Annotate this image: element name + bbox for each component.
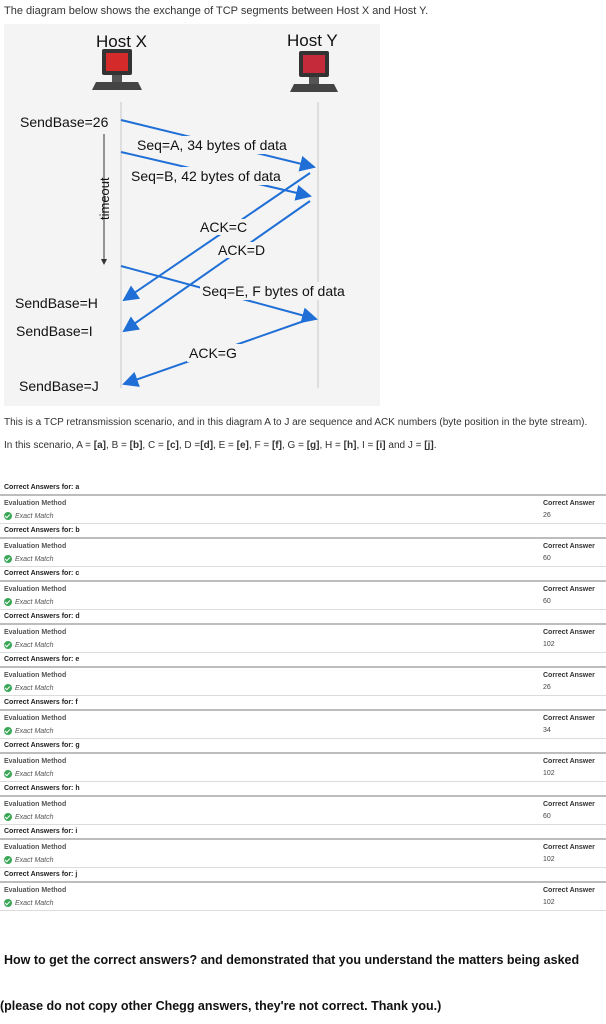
section-title: Correct Answers for: i — [4, 828, 78, 835]
host-y-label: Host Y — [287, 31, 338, 50]
ack-c-arrow — [124, 173, 310, 300]
check-icon — [4, 899, 12, 907]
answer-row-c — [0, 582, 606, 610]
exact-match — [4, 727, 54, 735]
host-x-computer-icon — [92, 49, 142, 90]
answer-row-a — [0, 496, 606, 524]
check-icon — [4, 727, 12, 735]
eval-method-label: Evaluation Method — [4, 887, 67, 894]
exact-match — [4, 641, 54, 649]
tcp-diagram — [4, 24, 380, 406]
answer-row-i — [0, 840, 606, 868]
correct-answer-value: 60 — [543, 555, 551, 562]
note-text: (please do not copy other Chegg answers, they're not correct. Thank you.) — [0, 999, 442, 1013]
method-text: Exact Match — [15, 813, 54, 821]
answer-row-g — [0, 754, 606, 782]
check-icon — [4, 641, 12, 649]
check-icon — [4, 770, 12, 778]
correct-answer-label: Correct Answer — [543, 844, 595, 851]
sendbase-j-label: SendBase=J — [19, 378, 99, 394]
exact-match — [4, 598, 54, 606]
exact-match — [4, 512, 54, 520]
section-header-g — [0, 739, 606, 754]
method-text: Exact Match — [15, 598, 54, 606]
section-header-i — [0, 825, 606, 840]
check-icon — [4, 856, 12, 864]
check-icon — [4, 555, 12, 563]
section-title: Correct Answers for: b — [4, 527, 80, 534]
exact-match — [4, 856, 54, 864]
correct-answer-value: 102 — [543, 770, 555, 777]
host-y-computer-icon — [290, 51, 338, 92]
seg-b-label: Seq=B, 42 bytes of data — [131, 168, 281, 184]
method-text: Exact Match — [15, 770, 54, 778]
ack-g-label: ACK=G — [189, 345, 237, 361]
correct-answer-label: Correct Answer — [543, 801, 595, 808]
method-text: Exact Match — [15, 684, 54, 692]
answer-row-j — [0, 883, 606, 911]
blank-j: [j] — [424, 440, 434, 451]
eval-method-label: Evaluation Method — [4, 801, 67, 808]
answer-row-h — [0, 797, 606, 825]
section-header-h — [0, 782, 606, 797]
answers-table — [0, 481, 606, 911]
correct-answer-value: 26 — [543, 684, 551, 691]
eval-method-label: Evaluation Method — [4, 543, 67, 550]
section-title: Correct Answers for: d — [4, 613, 80, 620]
blank-g: [g] — [306, 440, 320, 451]
section-header-d — [0, 610, 606, 625]
check-icon — [4, 813, 12, 821]
section-title: Correct Answers for: h — [4, 785, 80, 792]
section-title: Correct Answers for: e — [4, 656, 80, 663]
correct-answer-label: Correct Answer — [543, 629, 595, 636]
correct-answer-label: Correct Answer — [543, 586, 595, 593]
seg-a-label: Seq=A, 34 bytes of data — [137, 137, 287, 153]
eval-method-label: Evaluation Method — [4, 586, 67, 593]
question-text: How to get the correct answers? and demonstrated that you understand the matters being asked — [4, 953, 580, 967]
method-text: Exact Match — [15, 727, 54, 735]
answer-row-b — [0, 539, 606, 567]
correct-answer-value: 102 — [543, 641, 555, 648]
blank-f: [f] — [271, 440, 282, 451]
eval-method-label: Evaluation Method — [4, 500, 67, 507]
exact-match — [4, 684, 54, 692]
correct-answer-value: 26 — [543, 512, 551, 519]
section-header-j — [0, 868, 606, 883]
sendbase-i-label: SendBase=I — [16, 323, 93, 339]
eval-method-label: Evaluation Method — [4, 758, 67, 765]
timeout-label: timeout — [97, 177, 112, 220]
tcp-diagram-svg — [4, 24, 380, 406]
answer-row-d — [0, 625, 606, 653]
intro-text: The diagram below shows the exchange of TCP segments between Host X and Host Y. — [4, 5, 429, 17]
correct-answer-value: 102 — [543, 899, 555, 906]
blank-b: [b] — [129, 440, 143, 451]
section-title: Correct Answers for: g — [4, 742, 80, 749]
exact-match — [4, 813, 54, 821]
ack-c-label: ACK=C — [200, 219, 248, 235]
check-icon — [4, 512, 12, 520]
section-header-f — [0, 696, 606, 711]
sendbase-h-label: SendBase=H — [15, 295, 98, 311]
method-text: Exact Match — [15, 512, 54, 520]
correct-answer-label: Correct Answer — [543, 715, 595, 722]
exact-match — [4, 899, 54, 907]
blank-i: [i] — [376, 440, 386, 451]
seg-e-label: Seq=E, F bytes of data — [202, 283, 345, 299]
blank-c: [c] — [166, 440, 179, 451]
explanation-text: This is a TCP retransmission scenario, and in this diagram A to J are sequence and ACK numbers (byte position in the byte stream). — [4, 417, 588, 428]
eval-method-label: Evaluation Method — [4, 629, 67, 636]
scenario-text: In this scenario, A = [a], B = [b], C = [c], D =[d], E = [e], F = [f], G = [g], H = [h], I = [i] and J = [j]. — [4, 440, 437, 451]
method-text: Exact Match — [15, 856, 54, 864]
correct-answer-label: Correct Answer — [543, 758, 595, 765]
exact-match — [4, 770, 54, 778]
correct-answer-value: 102 — [543, 856, 555, 863]
answer-row-e — [0, 668, 606, 696]
section-header-c — [0, 567, 606, 582]
blank-h: [h] — [343, 440, 357, 451]
section-header-b — [0, 524, 606, 539]
blank-e: [e] — [236, 440, 249, 451]
correct-answer-label: Correct Answer — [543, 672, 595, 679]
section-title: Correct Answers for: f — [4, 699, 78, 706]
section-header-e — [0, 653, 606, 668]
scenario-prefix: In this scenario, A = — [4, 440, 94, 451]
section-title: Correct Answers for: c — [4, 570, 80, 577]
ack-d-label: ACK=D — [218, 242, 266, 258]
blank-a: [a] — [93, 440, 107, 451]
host-x-label: Host X — [96, 32, 148, 51]
eval-method-label: Evaluation Method — [4, 844, 67, 851]
sendbase-26-label: SendBase=26 — [20, 114, 109, 130]
check-icon — [4, 598, 12, 606]
check-icon — [4, 684, 12, 692]
correct-answer-value: 60 — [543, 598, 551, 605]
correct-answer-label: Correct Answer — [543, 500, 595, 507]
method-text: Exact Match — [15, 641, 54, 649]
section-title: Correct Answers for: a — [4, 484, 80, 491]
exact-match — [4, 555, 54, 563]
eval-method-label: Evaluation Method — [4, 672, 67, 679]
section-title: Correct Answers for: j — [4, 871, 78, 878]
method-text: Exact Match — [15, 899, 54, 907]
correct-answer-value: 34 — [543, 727, 551, 734]
correct-answer-label: Correct Answer — [543, 887, 595, 894]
answer-row-f — [0, 711, 606, 739]
correct-answer-label: Correct Answer — [543, 543, 595, 550]
method-text: Exact Match — [15, 555, 54, 563]
correct-answer-value: 60 — [543, 813, 551, 820]
blank-d: [d] — [200, 440, 214, 451]
eval-method-label: Evaluation Method — [4, 715, 67, 722]
section-header-a — [0, 481, 606, 496]
